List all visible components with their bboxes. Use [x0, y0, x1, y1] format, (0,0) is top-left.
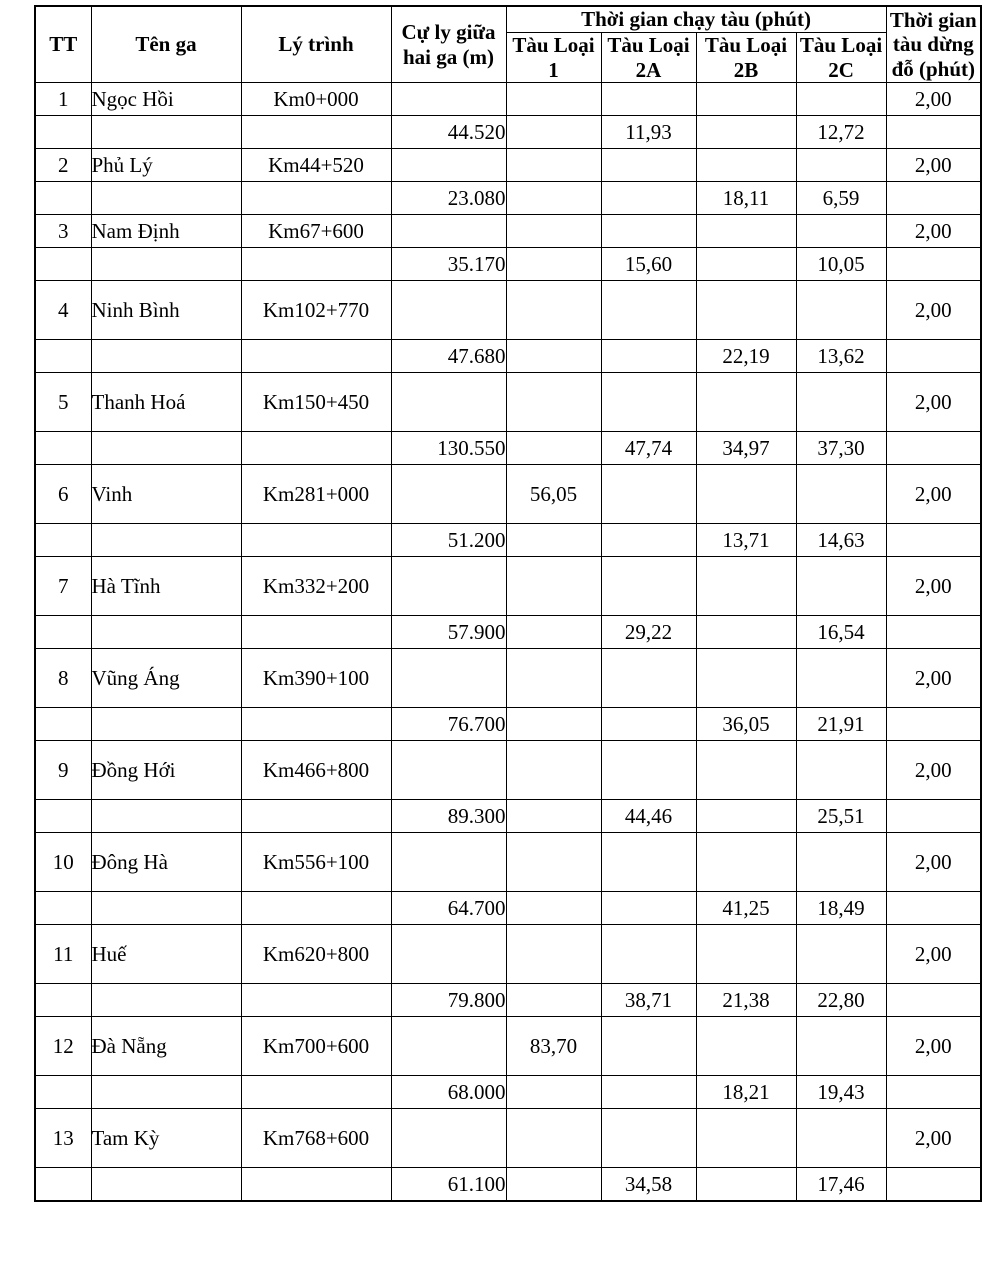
cell-dwell-time: 2,00: [886, 741, 981, 800]
cell-train-type-2c: [796, 1109, 886, 1168]
cell-distance-empty: [391, 373, 506, 432]
cell-train-type-2b: [696, 281, 796, 340]
header-station-name: Tên ga: [91, 6, 241, 83]
cell-station-name: Ninh Bình: [91, 281, 241, 340]
cell-dwell-empty: [886, 800, 981, 833]
cell-train-type-2c: 25,51: [796, 800, 886, 833]
cell-train-type-1: [506, 741, 601, 800]
station-row: [35, 465, 981, 524]
cell-distance-empty: [391, 83, 506, 116]
cell-train-type-2a: 11,93: [601, 116, 696, 149]
cell-dwell-time: 2,00: [886, 649, 981, 708]
cell-station-name: Đồng Hới: [91, 741, 241, 800]
cell-distance: 130.550: [391, 432, 506, 465]
cell-train-type-2c: [796, 83, 886, 116]
station-row: [35, 1017, 981, 1076]
cell-train-type-2b: 13,71: [696, 524, 796, 557]
cell-station-name: Phủ Lý: [91, 149, 241, 182]
header-train-type-1: Tàu Loại 1: [506, 32, 601, 83]
cell-chainage-empty: [241, 616, 391, 649]
cell-train-type-2c: 16,54: [796, 616, 886, 649]
cell-dwell-empty: [886, 708, 981, 741]
cell-train-type-1: [506, 340, 601, 373]
cell-train-type-2c: 17,46: [796, 1168, 886, 1202]
cell-train-type-2a: [601, 182, 696, 215]
segment-row: [35, 1168, 981, 1202]
station-row: [35, 649, 981, 708]
cell-distance-empty: [391, 465, 506, 524]
station-row: [35, 557, 981, 616]
cell-dwell-empty: [886, 432, 981, 465]
cell-distance: 44.520: [391, 116, 506, 149]
cell-train-type-2b: 34,97: [696, 432, 796, 465]
cell-train-type-1: [506, 800, 601, 833]
cell-train-type-2a: [601, 925, 696, 984]
header-row-top: [35, 6, 981, 32]
cell-train-type-2c: 12,72: [796, 116, 886, 149]
cell-train-type-2a: [601, 892, 696, 925]
cell-name-empty: [91, 432, 241, 465]
cell-name-empty: [91, 248, 241, 281]
cell-train-type-1: [506, 524, 601, 557]
cell-train-type-2a: [601, 708, 696, 741]
cell-station-name: Tam Kỳ: [91, 1109, 241, 1168]
cell-dwell-empty: [886, 340, 981, 373]
cell-train-type-2c: [796, 373, 886, 432]
cell-name-empty: [91, 116, 241, 149]
cell-tt-empty: [35, 800, 91, 833]
cell-train-type-1: [506, 833, 601, 892]
cell-dwell-time: 2,00: [886, 833, 981, 892]
cell-train-type-2c: [796, 1017, 886, 1076]
segment-row: [35, 524, 981, 557]
cell-dwell-time: 2,00: [886, 149, 981, 182]
cell-train-type-1: [506, 557, 601, 616]
cell-tt: 11: [35, 925, 91, 984]
cell-station-name: Huế: [91, 925, 241, 984]
cell-distance: 35.170: [391, 248, 506, 281]
cell-chainage-empty: [241, 708, 391, 741]
header-train-type-2a: Tàu Loại 2A: [601, 32, 696, 83]
cell-train-type-2b: [696, 925, 796, 984]
cell-distance: 64.700: [391, 892, 506, 925]
cell-train-type-2b: [696, 215, 796, 248]
cell-station-name: Vinh: [91, 465, 241, 524]
cell-train-type-2c: [796, 925, 886, 984]
cell-train-type-2a: [601, 373, 696, 432]
cell-train-type-1: [506, 708, 601, 741]
cell-tt-empty: [35, 616, 91, 649]
cell-dwell-time: 2,00: [886, 1017, 981, 1076]
cell-dwell-time: 2,00: [886, 373, 981, 432]
cell-train-type-2b: 36,05: [696, 708, 796, 741]
cell-train-type-2c: 6,59: [796, 182, 886, 215]
station-row: [35, 925, 981, 984]
cell-chainage: Km150+450: [241, 373, 391, 432]
cell-tt-empty: [35, 708, 91, 741]
cell-train-type-2a: [601, 833, 696, 892]
cell-train-type-1: [506, 83, 601, 116]
cell-dwell-time: 2,00: [886, 465, 981, 524]
table-header: [35, 6, 981, 83]
cell-dwell-empty: [886, 616, 981, 649]
cell-dwell-empty: [886, 892, 981, 925]
header-distance: Cự ly giữa hai ga (m): [391, 6, 506, 83]
cell-train-type-1: [506, 1109, 601, 1168]
cell-train-type-1: 56,05: [506, 465, 601, 524]
cell-train-type-2a: [601, 1109, 696, 1168]
cell-chainage: Km281+000: [241, 465, 391, 524]
cell-train-type-2c: [796, 557, 886, 616]
cell-train-type-1: [506, 892, 601, 925]
cell-train-type-1: [506, 182, 601, 215]
cell-chainage: Km67+600: [241, 215, 391, 248]
cell-chainage-empty: [241, 892, 391, 925]
cell-tt: 8: [35, 649, 91, 708]
header-train-type-2c: Tàu Loại 2C: [796, 32, 886, 83]
cell-distance: 89.300: [391, 800, 506, 833]
segment-row: [35, 800, 981, 833]
cell-chainage-empty: [241, 1168, 391, 1202]
cell-tt: 4: [35, 281, 91, 340]
cell-train-type-2c: [796, 149, 886, 182]
cell-train-type-2b: 18,11: [696, 182, 796, 215]
cell-chainage: Km102+770: [241, 281, 391, 340]
station-row: [35, 741, 981, 800]
cell-distance: 23.080: [391, 182, 506, 215]
cell-tt-empty: [35, 524, 91, 557]
cell-distance-empty: [391, 1109, 506, 1168]
table-body: [35, 83, 981, 1202]
cell-train-type-1: [506, 432, 601, 465]
cell-distance-empty: [391, 741, 506, 800]
cell-name-empty: [91, 892, 241, 925]
cell-tt-empty: [35, 182, 91, 215]
cell-train-type-2a: [601, 524, 696, 557]
cell-train-type-2c: 14,63: [796, 524, 886, 557]
station-row: [35, 833, 981, 892]
cell-tt: 7: [35, 557, 91, 616]
header-train-type-2b: Tàu Loại 2B: [696, 32, 796, 83]
cell-chainage: Km332+200: [241, 557, 391, 616]
train-schedule-table: [34, 5, 982, 1202]
cell-dwell-empty: [886, 524, 981, 557]
cell-chainage: Km620+800: [241, 925, 391, 984]
cell-tt-empty: [35, 432, 91, 465]
cell-chainage-empty: [241, 248, 391, 281]
header-run-time-group: Thời gian chạy tàu (phút): [506, 6, 886, 32]
cell-train-type-2b: [696, 557, 796, 616]
cell-tt-empty: [35, 340, 91, 373]
cell-tt: 9: [35, 741, 91, 800]
cell-distance: 76.700: [391, 708, 506, 741]
cell-train-type-2b: [696, 248, 796, 281]
cell-train-type-2c: 18,49: [796, 892, 886, 925]
cell-train-type-2c: 21,91: [796, 708, 886, 741]
cell-station-name: Hà Tĩnh: [91, 557, 241, 616]
cell-train-type-2b: [696, 649, 796, 708]
cell-train-type-2a: [601, 281, 696, 340]
cell-dwell-time: 2,00: [886, 1109, 981, 1168]
segment-row: [35, 708, 981, 741]
cell-chainage: Km700+600: [241, 1017, 391, 1076]
cell-train-type-1: [506, 215, 601, 248]
cell-station-name: Đông Hà: [91, 833, 241, 892]
cell-train-type-2b: [696, 616, 796, 649]
cell-dwell-empty: [886, 1168, 981, 1202]
cell-name-empty: [91, 708, 241, 741]
cell-name-empty: [91, 340, 241, 373]
cell-train-type-2c: [796, 281, 886, 340]
segment-row: [35, 248, 981, 281]
cell-station-name: Vũng Áng: [91, 649, 241, 708]
cell-train-type-2b: [696, 373, 796, 432]
cell-chainage-empty: [241, 1076, 391, 1109]
cell-chainage-empty: [241, 984, 391, 1017]
cell-train-type-2a: 34,58: [601, 1168, 696, 1202]
cell-train-type-2a: [601, 741, 696, 800]
cell-name-empty: [91, 616, 241, 649]
cell-train-type-2b: [696, 83, 796, 116]
cell-train-type-2a: [601, 340, 696, 373]
cell-dwell-empty: [886, 1076, 981, 1109]
cell-distance: 47.680: [391, 340, 506, 373]
cell-dwell-time: 2,00: [886, 925, 981, 984]
cell-chainage-empty: [241, 432, 391, 465]
cell-distance: 61.100: [391, 1168, 506, 1202]
cell-train-type-2c: 13,62: [796, 340, 886, 373]
cell-tt: 5: [35, 373, 91, 432]
cell-tt: 12: [35, 1017, 91, 1076]
cell-station-name: Đà Nẵng: [91, 1017, 241, 1076]
cell-station-name: Thanh Hoá: [91, 373, 241, 432]
cell-train-type-2b: [696, 465, 796, 524]
cell-train-type-2b: 18,21: [696, 1076, 796, 1109]
cell-train-type-1: [506, 649, 601, 708]
cell-train-type-2a: [601, 649, 696, 708]
cell-chainage: Km768+600: [241, 1109, 391, 1168]
cell-dwell-time: 2,00: [886, 557, 981, 616]
cell-tt: 6: [35, 465, 91, 524]
cell-dwell-time: 2,00: [886, 83, 981, 116]
cell-train-type-1: [506, 1076, 601, 1109]
cell-train-type-2b: [696, 149, 796, 182]
cell-train-type-1: [506, 616, 601, 649]
cell-train-type-2b: [696, 116, 796, 149]
cell-chainage: Km466+800: [241, 741, 391, 800]
cell-train-type-2c: 10,05: [796, 248, 886, 281]
cell-train-type-2b: [696, 800, 796, 833]
cell-train-type-2a: [601, 83, 696, 116]
cell-train-type-1: 83,70: [506, 1017, 601, 1076]
cell-train-type-2a: [601, 149, 696, 182]
cell-distance-empty: [391, 281, 506, 340]
cell-train-type-1: [506, 149, 601, 182]
cell-train-type-1: [506, 373, 601, 432]
cell-train-type-2b: 22,19: [696, 340, 796, 373]
cell-tt-empty: [35, 984, 91, 1017]
cell-chainage-empty: [241, 524, 391, 557]
cell-train-type-2a: 29,22: [601, 616, 696, 649]
cell-train-type-2a: [601, 215, 696, 248]
cell-tt: 1: [35, 83, 91, 116]
cell-dwell-empty: [886, 984, 981, 1017]
cell-train-type-2b: [696, 1017, 796, 1076]
cell-dwell-empty: [886, 182, 981, 215]
station-row: [35, 83, 981, 116]
cell-train-type-1: [506, 116, 601, 149]
cell-name-empty: [91, 1168, 241, 1202]
segment-row: [35, 182, 981, 215]
header-dwell-time: Thời gian tàu dừng đỗ (phút): [886, 6, 981, 83]
cell-tt-empty: [35, 248, 91, 281]
cell-train-type-2c: [796, 215, 886, 248]
cell-train-type-2c: 22,80: [796, 984, 886, 1017]
segment-row: [35, 116, 981, 149]
cell-train-type-2a: 47,74: [601, 432, 696, 465]
cell-tt-empty: [35, 1076, 91, 1109]
station-row: [35, 149, 981, 182]
cell-distance-empty: [391, 1017, 506, 1076]
cell-train-type-1: [506, 281, 601, 340]
cell-distance-empty: [391, 215, 506, 248]
segment-row: [35, 892, 981, 925]
station-row: [35, 373, 981, 432]
cell-tt-empty: [35, 1168, 91, 1202]
cell-distance: 68.000: [391, 1076, 506, 1109]
cell-chainage-empty: [241, 800, 391, 833]
cell-train-type-2a: [601, 1017, 696, 1076]
cell-distance-empty: [391, 149, 506, 182]
cell-name-empty: [91, 1076, 241, 1109]
cell-distance-empty: [391, 925, 506, 984]
cell-train-type-2c: 37,30: [796, 432, 886, 465]
cell-distance-empty: [391, 649, 506, 708]
segment-row: [35, 984, 981, 1017]
cell-station-name: Nam Định: [91, 215, 241, 248]
cell-train-type-2b: 41,25: [696, 892, 796, 925]
segment-row: [35, 340, 981, 373]
cell-distance: 79.800: [391, 984, 506, 1017]
cell-chainage: Km44+520: [241, 149, 391, 182]
cell-train-type-2a: [601, 1076, 696, 1109]
cell-distance: 57.900: [391, 616, 506, 649]
cell-train-type-2b: [696, 741, 796, 800]
cell-train-type-2c: [796, 649, 886, 708]
cell-station-name: Ngọc Hồi: [91, 83, 241, 116]
cell-name-empty: [91, 984, 241, 1017]
cell-train-type-2a: [601, 465, 696, 524]
cell-train-type-2a: 38,71: [601, 984, 696, 1017]
cell-tt-empty: [35, 116, 91, 149]
cell-dwell-empty: [886, 248, 981, 281]
cell-name-empty: [91, 524, 241, 557]
cell-tt: 3: [35, 215, 91, 248]
cell-train-type-2b: 21,38: [696, 984, 796, 1017]
station-row: [35, 1109, 981, 1168]
cell-dwell-empty: [886, 116, 981, 149]
cell-train-type-1: [506, 925, 601, 984]
cell-distance-empty: [391, 833, 506, 892]
cell-train-type-1: [506, 984, 601, 1017]
header-tt: TT: [35, 6, 91, 83]
cell-dwell-time: 2,00: [886, 281, 981, 340]
cell-tt: 13: [35, 1109, 91, 1168]
cell-chainage-empty: [241, 340, 391, 373]
cell-train-type-2c: 19,43: [796, 1076, 886, 1109]
cell-chainage: Km0+000: [241, 83, 391, 116]
header-chainage: Lý trình: [241, 6, 391, 83]
cell-name-empty: [91, 800, 241, 833]
cell-train-type-2c: [796, 741, 886, 800]
cell-train-type-1: [506, 1168, 601, 1202]
cell-name-empty: [91, 182, 241, 215]
cell-train-type-2b: [696, 1168, 796, 1202]
cell-train-type-2a: 44,46: [601, 800, 696, 833]
cell-train-type-2c: [796, 833, 886, 892]
cell-distance: 51.200: [391, 524, 506, 557]
cell-tt: 10: [35, 833, 91, 892]
cell-chainage: Km390+100: [241, 649, 391, 708]
segment-row: [35, 432, 981, 465]
cell-chainage: Km556+100: [241, 833, 391, 892]
cell-tt: 2: [35, 149, 91, 182]
cell-tt-empty: [35, 892, 91, 925]
segment-row: [35, 616, 981, 649]
cell-train-type-2a: [601, 557, 696, 616]
cell-train-type-2b: [696, 833, 796, 892]
cell-dwell-time: 2,00: [886, 215, 981, 248]
station-row: [35, 281, 981, 340]
cell-distance-empty: [391, 557, 506, 616]
station-row: [35, 215, 981, 248]
cell-chainage-empty: [241, 116, 391, 149]
segment-row: [35, 1076, 981, 1109]
cell-train-type-2c: [796, 465, 886, 524]
cell-train-type-2a: 15,60: [601, 248, 696, 281]
cell-train-type-2b: [696, 1109, 796, 1168]
cell-chainage-empty: [241, 182, 391, 215]
cell-train-type-1: [506, 248, 601, 281]
